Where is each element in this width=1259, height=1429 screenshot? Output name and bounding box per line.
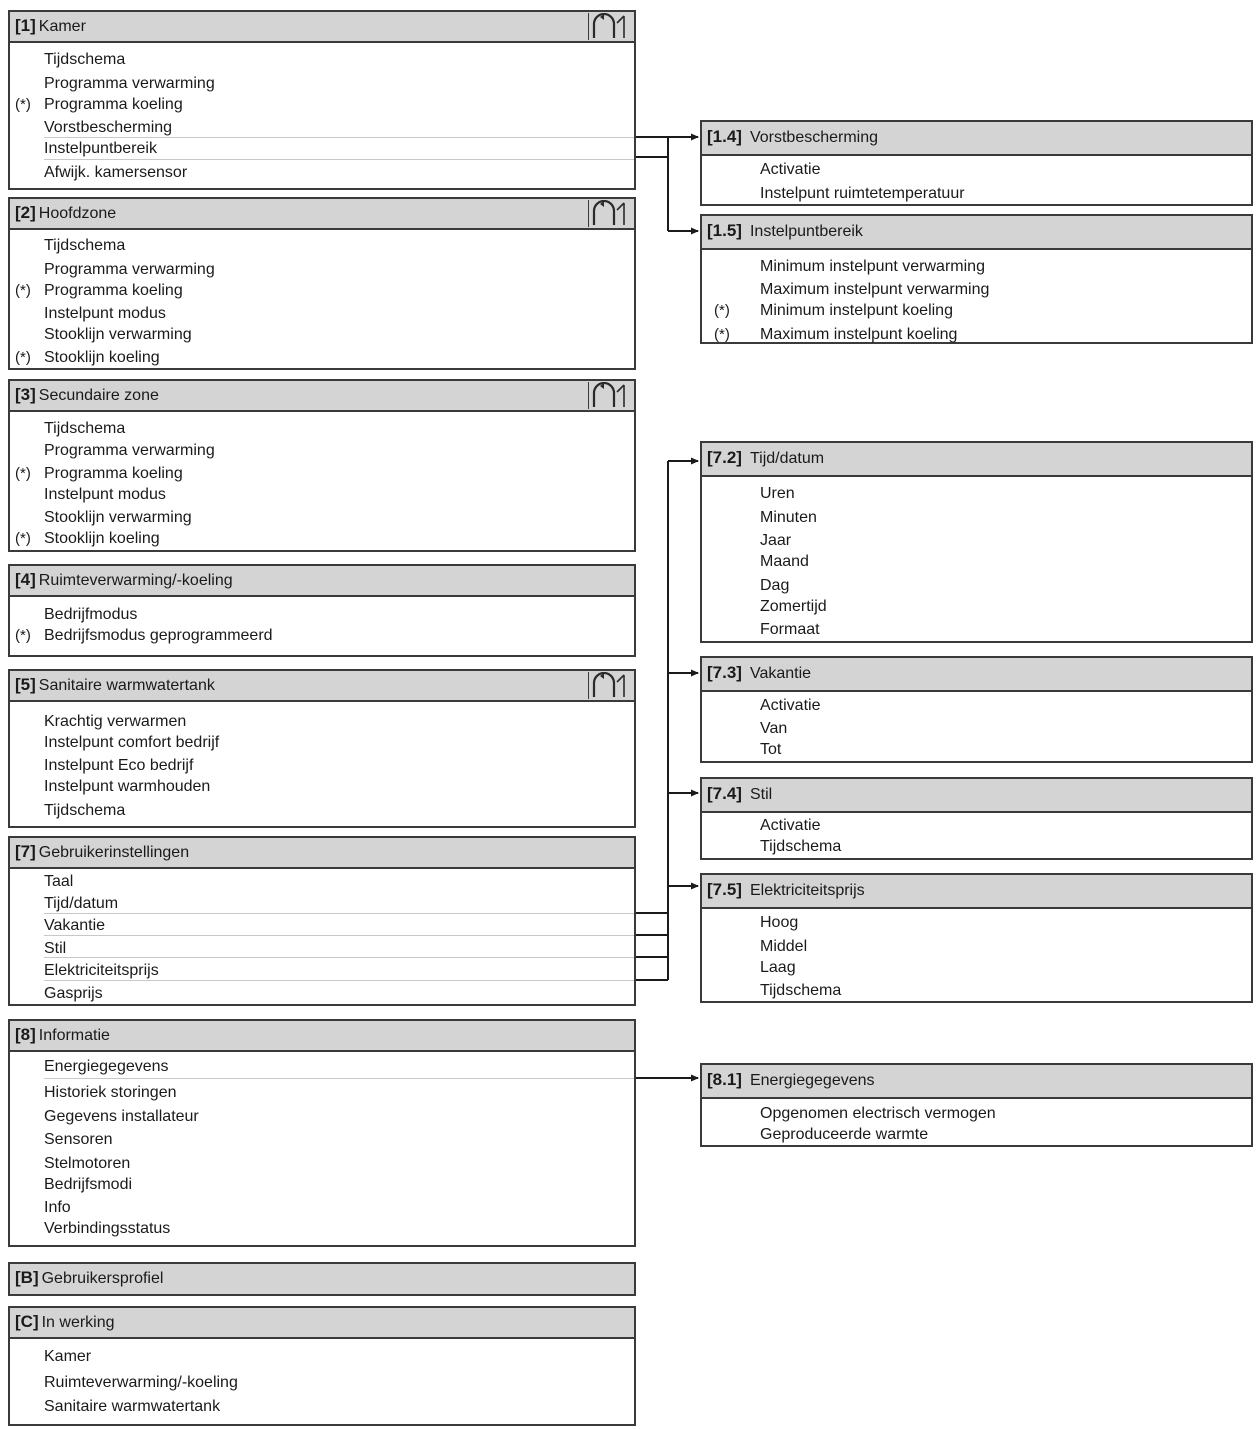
menu-item: Taal: [44, 873, 74, 890]
menu-header: [10, 838, 634, 869]
menu-item: Elektriciteitsprijs: [44, 962, 159, 979]
menu-code: [1.4]: [707, 127, 742, 146]
menu-item: Tijdschema: [44, 51, 126, 68]
menu-item: Instelpunt modus: [44, 305, 166, 322]
thermostat-dial-icon: [588, 13, 631, 40]
menu-item: Maximum instelpunt verwarming: [760, 281, 990, 298]
menu-code: [C]: [15, 1312, 39, 1331]
menu-item: Geproduceerde warmte: [760, 1126, 929, 1143]
menu-code: [5]: [15, 675, 36, 694]
optional-marker: (*): [15, 96, 31, 113]
menu-item: Laag: [760, 959, 796, 976]
menu-item: Tijdschema: [44, 237, 126, 254]
menu-item: Uren: [760, 485, 795, 502]
menu-item: Ruimteverwarming/-koeling: [44, 1374, 238, 1391]
menu-title: Hoofdzone: [38, 205, 117, 222]
menu-item: Stooklijn koeling: [44, 349, 160, 366]
menu-header: [10, 1264, 634, 1294]
thermostat-dial-icon: [588, 200, 631, 227]
menu-item: Activatie: [760, 697, 821, 714]
menu-item: Jaar: [760, 532, 792, 549]
menu-header: [10, 1308, 634, 1339]
menu-item: Activatie: [760, 161, 821, 178]
menu-item: Opgenomen electrisch vermogen: [760, 1105, 996, 1122]
menu-item: Bedrijfsmodus geprogrammeerd: [44, 627, 273, 644]
menu-code: [7.5]: [707, 880, 742, 899]
menu-header: [10, 199, 634, 230]
menu-item: Stooklijn verwarming: [44, 509, 192, 526]
menu-item: Instelpuntbereik: [44, 140, 157, 157]
optional-marker: (*): [714, 302, 730, 319]
menu-item: Stooklijn koeling: [44, 530, 160, 547]
menu-header: [10, 381, 634, 412]
menu-item: Tijdschema: [44, 802, 126, 819]
menu-item: Historiek storingen: [44, 1084, 177, 1101]
menu-title: Ruimteverwarming/-koeling: [38, 572, 233, 589]
menu-box-in-werking: [8, 1306, 636, 1426]
link-separator: [44, 980, 634, 981]
menu-item: Minimum instelpunt verwarming: [760, 258, 985, 275]
menu-item: Tijdschema: [44, 420, 126, 437]
menu-box-stil: [700, 777, 1253, 860]
menu-item: Gasprijs: [44, 985, 103, 1002]
menu-item: Info: [44, 1199, 71, 1216]
menu-title: Vakantie: [749, 665, 812, 682]
menu-code: [7.2]: [707, 448, 742, 467]
menu-header: [702, 443, 1251, 477]
menu-title: Gebruikersprofiel: [41, 1270, 164, 1287]
menu-item: Tijdschema: [760, 982, 842, 999]
menu-title: Sanitaire warmwatertank: [38, 677, 215, 694]
menu-header: [702, 216, 1251, 250]
menu-item: Tijdschema: [760, 838, 842, 855]
menu-code: [4]: [15, 570, 36, 589]
menu-box-vorstbescherming: [700, 120, 1253, 206]
menu-title: Tijd/datum: [749, 450, 825, 467]
menu-item: Programma koeling: [44, 465, 183, 482]
menu-header: [702, 122, 1251, 156]
link-separator: [44, 957, 634, 958]
menu-header: [10, 1021, 634, 1052]
menu-header: [702, 779, 1251, 813]
menu-title: Instelpuntbereik: [749, 223, 863, 240]
menu-box-instelpuntbereik: [700, 214, 1253, 344]
menu-item: Programma verwarming: [44, 442, 215, 459]
menu-item: Instelpunt modus: [44, 486, 166, 503]
thermostat-dial-icon: [588, 382, 631, 409]
menu-item: Instelpunt ruimtetemperatuur: [760, 185, 965, 202]
menu-item: Krachtig verwarmen: [44, 713, 187, 730]
menu-box-gebruikersprofiel: [8, 1262, 636, 1296]
menu-item: Bedrijfsmodi: [44, 1176, 133, 1193]
menu-item: Programma koeling: [44, 96, 183, 113]
menu-header: [10, 566, 634, 597]
menu-item: Instelpunt warmhouden: [44, 778, 211, 795]
menu-code: [7.3]: [707, 663, 742, 682]
thermostat-dial-icon: [588, 672, 631, 699]
menu-item: Middel: [760, 938, 808, 955]
menu-title: Elektriciteitsprijs: [749, 882, 865, 899]
menu-code: [7]: [15, 842, 36, 861]
optional-marker: (*): [15, 465, 31, 482]
menu-code: [8]: [15, 1025, 36, 1044]
menu-title: Secundaire zone: [38, 387, 159, 404]
menu-item: Stooklijn verwarming: [44, 326, 192, 343]
menu-title: Stil: [749, 786, 773, 803]
menu-item: Zomertijd: [760, 598, 827, 615]
menu-item: Hoog: [760, 914, 799, 931]
menu-item: Vorstbescherming: [44, 119, 173, 136]
menu-header: [702, 1065, 1251, 1099]
menu-item: Instelpunt Eco bedrijf: [44, 757, 194, 774]
menu-item: Tijd/datum: [44, 895, 119, 912]
optional-marker: (*): [15, 627, 31, 644]
menu-code: [8.1]: [707, 1070, 742, 1089]
menu-item: Dag: [760, 577, 790, 594]
menu-box-energiegegevens: [700, 1063, 1253, 1147]
menu-box-sanitaire: [8, 669, 636, 828]
menu-item: Maand: [760, 553, 809, 570]
link-separator: [44, 935, 634, 936]
optional-marker: (*): [15, 349, 31, 366]
menu-item: Minuten: [760, 509, 817, 526]
menu-item: Van: [760, 720, 788, 737]
menu-item: Programma verwarming: [44, 261, 215, 278]
menu-box-gebruikerinstellingen: [8, 836, 636, 1006]
menu-title: Kamer: [38, 18, 86, 35]
menu-item: Activatie: [760, 817, 821, 834]
menu-item: Kamer: [44, 1348, 92, 1365]
menu-box-elektriciteitsprijs: [700, 873, 1253, 1003]
menu-header: [10, 671, 634, 702]
menu-header: [702, 875, 1251, 909]
menu-box-tijd-datum: [700, 441, 1253, 643]
menu-item: Energiegegevens: [44, 1058, 169, 1075]
menu-title: Gebruikerinstellingen: [38, 844, 190, 861]
menu-item: Verbindingsstatus: [44, 1220, 171, 1237]
menu-code: [7.4]: [707, 784, 742, 803]
menu-item: Tot: [760, 741, 782, 758]
menu-box-hoofdzone: [8, 197, 636, 370]
menu-code: [1.5]: [707, 221, 742, 240]
menu-item: Programma verwarming: [44, 75, 215, 92]
menu-box-informatie: [8, 1019, 636, 1247]
menu-title: Vorstbescherming: [749, 129, 879, 146]
link-separator: [44, 137, 634, 138]
optional-marker: (*): [15, 282, 31, 299]
menu-title: In werking: [41, 1314, 115, 1331]
optional-marker: (*): [15, 530, 31, 547]
menu-item: Programma koeling: [44, 282, 183, 299]
menu-code: [3]: [15, 385, 36, 404]
menu-title: Informatie: [38, 1027, 110, 1044]
menu-code: [B]: [15, 1268, 39, 1287]
menu-item: Formaat: [760, 621, 820, 638]
menu-code: [2]: [15, 203, 36, 222]
link-separator: [44, 913, 634, 914]
menu-box-secundaire-zone: [8, 379, 636, 552]
menu-item: Sanitaire warmwatertank: [44, 1398, 221, 1415]
menu-box-ruimteverwarming: [8, 564, 636, 657]
menu-header: [10, 12, 634, 43]
menu-item: Maximum instelpunt koeling: [760, 326, 958, 343]
optional-marker: (*): [714, 326, 730, 343]
menu-item: Minimum instelpunt koeling: [760, 302, 953, 319]
link-separator: [44, 159, 634, 160]
menu-item: Stil: [44, 940, 67, 957]
menu-box-kamer: [8, 10, 636, 190]
menu-item: Vakantie: [44, 917, 106, 934]
menu-item: Afwijk. kamersensor: [44, 164, 188, 181]
menu-code: [1]: [15, 16, 36, 35]
link-separator: [44, 1078, 634, 1079]
menu-box-vakantie: [700, 656, 1253, 763]
menu-item: Stelmotoren: [44, 1155, 131, 1172]
menu-header: [702, 658, 1251, 692]
menu-item: Instelpunt comfort bedrijf: [44, 734, 220, 751]
menu-item: Gegevens installateur: [44, 1108, 199, 1125]
menu-item: Bedrijfmodus: [44, 606, 138, 623]
menu-title: Energiegegevens: [749, 1072, 875, 1089]
menu-item: Sensoren: [44, 1131, 113, 1148]
